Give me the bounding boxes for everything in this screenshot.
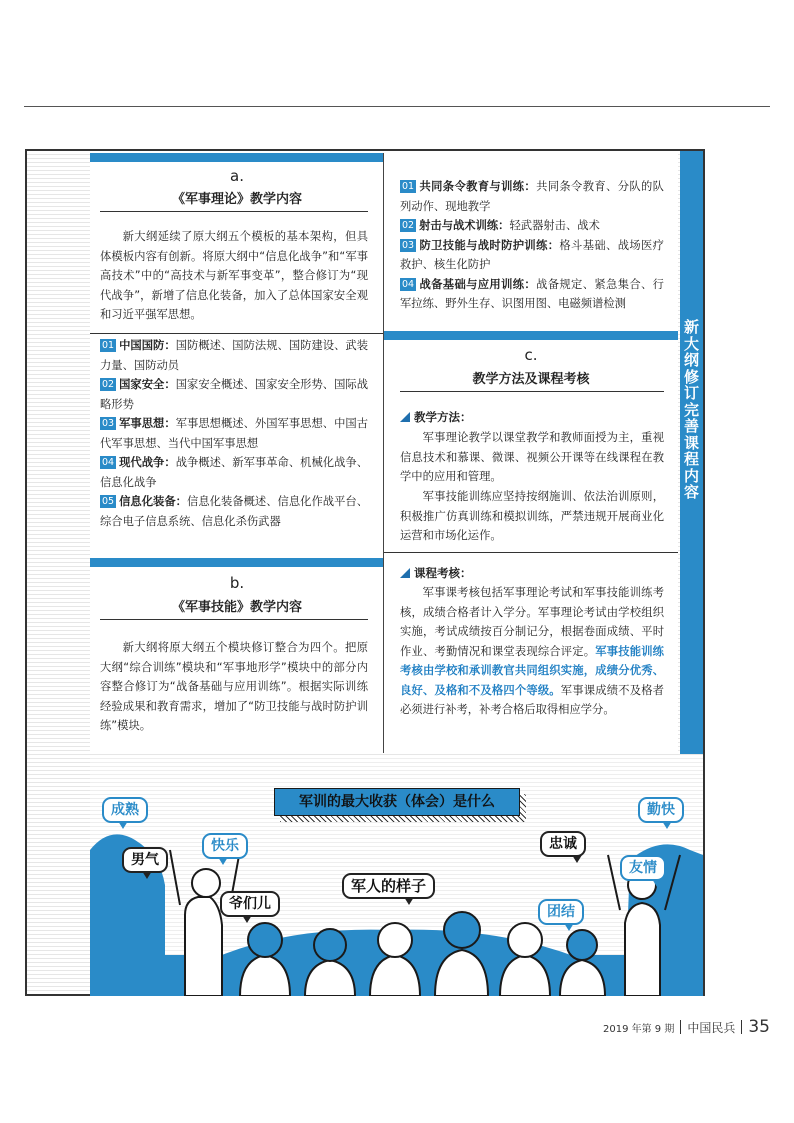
- methods-paragraph-1: 军事理论教学以课堂教学和教师面授为主，重视信息技术和慕课、微课、视频公开课等在线课程在教学中的应用和管理。: [400, 431, 664, 483]
- section-a-top-bar: [90, 153, 384, 162]
- banner: [274, 788, 526, 819]
- speech-bubble: 军人的样子: [342, 873, 435, 899]
- list-item: 03 军事思想：军事思想概述、外国军事思想、中国古代军事思想、当代中国军事思想: [100, 417, 368, 450]
- list-item: 03 防卫技能与战时防护训练：格斗基础、战场医疗救护、核生化防护: [400, 238, 664, 271]
- section-b-intro: 新大纲将原大纲五个模块修订整合为四个。把原大纲“综合训练”模块和“军事地形学”模块中的部分内容整合修订为“战备基础与应用训练”。根据实际训练经验成果和教育需求，增加了“防卫技能与战时防护训练”模块。: [100, 641, 368, 732]
- page-number: 35: [748, 1017, 770, 1037]
- methods-heading: 教学方法：: [400, 409, 472, 425]
- sidebar-title: 新大纲修订完善课程内容: [683, 318, 699, 501]
- bubble-tail: [572, 855, 582, 863]
- item-number-badge: 02: [402, 220, 415, 231]
- article-frame: [25, 149, 705, 996]
- exam-heading: 课程考核：: [400, 565, 472, 581]
- item-number-badge: 01: [102, 340, 115, 351]
- left-column: [90, 153, 384, 753]
- speech-bubble: 友情: [620, 855, 666, 881]
- bubble-tail: [218, 857, 228, 865]
- top-rule: [24, 106, 770, 107]
- footer-separator: [741, 1020, 742, 1034]
- bubble-tail: [564, 923, 574, 931]
- bubble-tail: [404, 897, 414, 905]
- list-item: 05 信息化装备：信息化装备概述、信息化作战平台、综合电子信息系统、信息化杀伤武器: [100, 495, 368, 528]
- section-b-items: [400, 177, 664, 314]
- speech-bubble: 爷们儿: [220, 891, 280, 917]
- section-a-intro: 新大纲延续了原大纲五个模板的基本架构，但具体模板内容有创新。将原大纲中“信息化战争”和“军事高技术”中的“高技术与新军事变革”，整合修订为“现代战争”，新增了信息化装备，加入了总体国家安全观和习近平强军思想。: [100, 230, 368, 321]
- item-number-badge: 03: [402, 239, 415, 251]
- exam-paragraph: 军事课考核包括军事理论考试和军事技能训练考核，成绩合格者计入学分。军事理论考试由学校组织实施，考试成绩按百分制记分，根据卷面成绩、平时作业、考勤情况和课堂表现综合评定。军事技能训练考核由学校和承训教官共同组织实施，成绩分优秀、良好、及格和不及格四个等级。军事课成绩不及格者必须进行补考，补考合格后取得相应学分。: [400, 586, 664, 716]
- triangle-marker-icon: [400, 568, 410, 578]
- item-number-badge: 02: [102, 379, 115, 390]
- section-c-letter: c.: [524, 346, 538, 364]
- banner-title: 军训的最大收获（体会）是什么: [274, 788, 520, 816]
- section-a-title: 《军事理论》教学内容: [171, 192, 302, 207]
- section-a-divider: [90, 333, 384, 334]
- speech-bubble: 快乐: [202, 833, 248, 859]
- illustration-panel: [90, 755, 703, 996]
- list-item: 01 共同条令教育与训练：共同条令教育、分队的队列动作、现地教学: [400, 180, 664, 213]
- triangle-marker-icon: [400, 412, 410, 422]
- magazine-name: 中国民兵: [687, 1021, 736, 1035]
- speech-bubble: 成熟: [102, 797, 148, 823]
- bubble-tail: [652, 879, 662, 887]
- issue-label: 2019 年第 9 期: [602, 1024, 675, 1035]
- list-item: 02 国家安全：国家安全概述、国家安全形势、国际战略形势: [100, 378, 368, 411]
- speech-bubble: 男气: [122, 847, 168, 873]
- exam-highlight: 军事技能训练考核由学校和承训教官共同组织实施，成绩分优秀、良好、及格和不及格四个等级。: [400, 644, 664, 697]
- section-a-rule: [100, 211, 368, 212]
- item-number-badge: 04: [102, 457, 115, 468]
- bubble-tail: [118, 821, 128, 829]
- speech-bubble: 团结: [538, 899, 584, 925]
- section-a-items: [100, 336, 368, 531]
- item-number-badge: 04: [402, 278, 415, 290]
- section-a-letter: a.: [230, 167, 244, 185]
- section-c-title: 教学方法及课程考核: [472, 372, 590, 387]
- section-c-divider: [384, 552, 678, 553]
- right-column: [383, 153, 678, 753]
- bubble-tail: [142, 871, 152, 879]
- page-footer: [520, 1017, 770, 1037]
- list-item: 04 战备基础与应用训练：战备规定、紧急集合、行军拉练、野外生存、识图用图、电磁频谱检测: [400, 277, 664, 310]
- bubble-tail: [242, 915, 252, 923]
- speech-bubble: 勤快: [638, 797, 684, 823]
- vertical-sidebar: [680, 151, 703, 754]
- methods-paragraph-2: 军事技能训练应坚持按纲施训、依法治训原则，积极推广仿真训练和模拟训练，严禁违规开展商业化运营和市场化运作。: [400, 490, 664, 542]
- item-number-badge: 03: [102, 418, 115, 429]
- section-c-top-bar: [384, 331, 678, 340]
- speech-bubble: 忠诚: [540, 831, 586, 857]
- bubble-tail: [662, 821, 672, 829]
- list-item: 04 现代战争：战争概述、新军事革命、机械化战争、信息化战争: [100, 456, 368, 489]
- item-number-badge: 01: [402, 181, 415, 192]
- list-item: 02 射击与战术训练：轻武器射击、战术: [402, 219, 600, 232]
- section-b-rule: [100, 619, 368, 620]
- item-number-badge: 05: [102, 496, 115, 507]
- footer-separator: [680, 1020, 681, 1034]
- section-b-title: 《军事技能》教学内容: [171, 600, 302, 615]
- section-b-top-bar: [90, 558, 384, 567]
- section-b-letter: b.: [229, 574, 245, 592]
- list-item: 01 中国国防：国防概述、国防法规、国防建设、武装力量、国防动员: [100, 339, 368, 372]
- section-c-rule: [400, 391, 664, 392]
